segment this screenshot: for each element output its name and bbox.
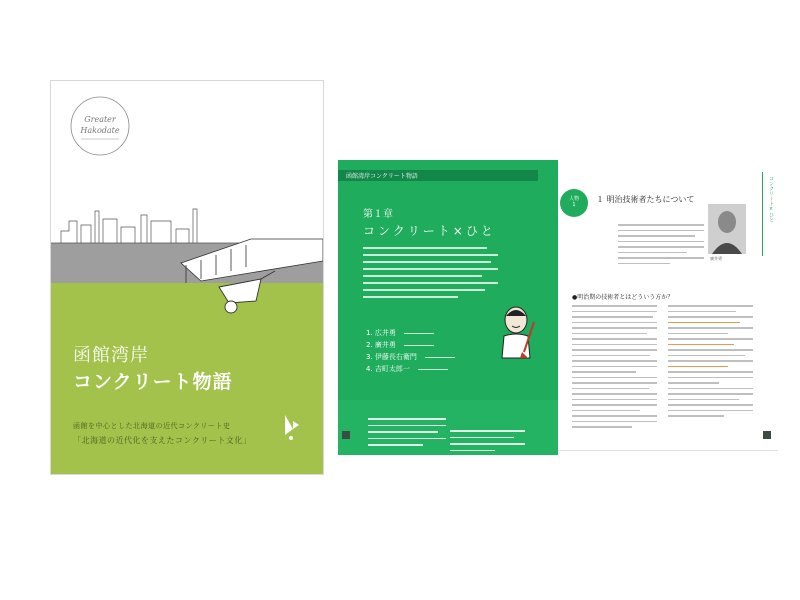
greater-hakodate-logo: [69, 95, 131, 157]
toc-leader: [418, 369, 448, 370]
toc-item-number: 4.: [366, 365, 373, 373]
toc-leader: [404, 345, 434, 346]
page-number-marker: [342, 431, 350, 439]
page-rule: [558, 450, 778, 451]
chapter-intro-text: [363, 247, 498, 303]
cover-subtitle-line2: 「北海道の近代化を支えたコンクリート文化」: [73, 436, 252, 445]
logo-line2: Hakodate: [80, 126, 120, 135]
chapter-intro-page: [338, 160, 558, 455]
footnote-column: [450, 430, 525, 456]
booklet-cover: [50, 80, 324, 475]
cover-title-line2: コンクリート物語: [73, 371, 233, 393]
page-number-marker: [763, 431, 771, 439]
content-page: [558, 160, 778, 455]
toc-item[interactable]: [366, 364, 455, 376]
engineer-photo: [708, 204, 746, 254]
toc-item-label: 吉町太郎一: [374, 365, 410, 373]
photo-caption: 廣井勇: [710, 256, 722, 261]
toc-item[interactable]: [366, 340, 455, 352]
booklet-spread: [338, 160, 778, 455]
cover-subtitle-line1: 函館を中心とした北海道の近代コンクリート史: [73, 422, 231, 430]
toc-item-number: 3.: [366, 353, 373, 361]
toc-item-number: 1.: [366, 329, 373, 337]
publisher-mark: [281, 411, 303, 441]
logo-line1: Greater: [84, 115, 116, 124]
section-intro-text: [618, 224, 704, 268]
toc-leader: [425, 357, 455, 358]
chapter-label: 第１章: [363, 209, 393, 220]
toc-item[interactable]: [366, 328, 455, 340]
subsection-title: ●明治期の技術者とはどういう方か？: [572, 294, 674, 301]
toc-item-label: 広井勇: [374, 329, 396, 337]
cover-title-line1: 函館湾岸: [73, 345, 149, 366]
toc-item-label: 廣井勇: [374, 341, 396, 349]
chapter-toc: [366, 328, 455, 376]
section-badge-text: [562, 195, 586, 208]
chapter-side-label: コンクリート×ひと: [768, 176, 774, 222]
body-column: [572, 305, 657, 432]
harbor-illustration: [51, 191, 323, 321]
section-badge-number: 1: [572, 202, 576, 208]
toc-item[interactable]: [366, 352, 455, 364]
chapter-title: コンクリート×ひと: [363, 224, 496, 238]
section-heading: １ 明治技術者たちについて: [596, 195, 695, 204]
engineer-portrait-illustration: [494, 302, 544, 362]
toc-leader: [404, 333, 434, 334]
toc-item-number: 2.: [366, 341, 373, 349]
running-header: 函館湾岸コンクリート物語: [346, 173, 418, 180]
section-badge-label: 人物: [568, 196, 579, 202]
toc-item-label: 伊藤長右衛門: [374, 353, 417, 361]
footnote-column: [368, 418, 446, 451]
timeline-column: [668, 305, 753, 421]
